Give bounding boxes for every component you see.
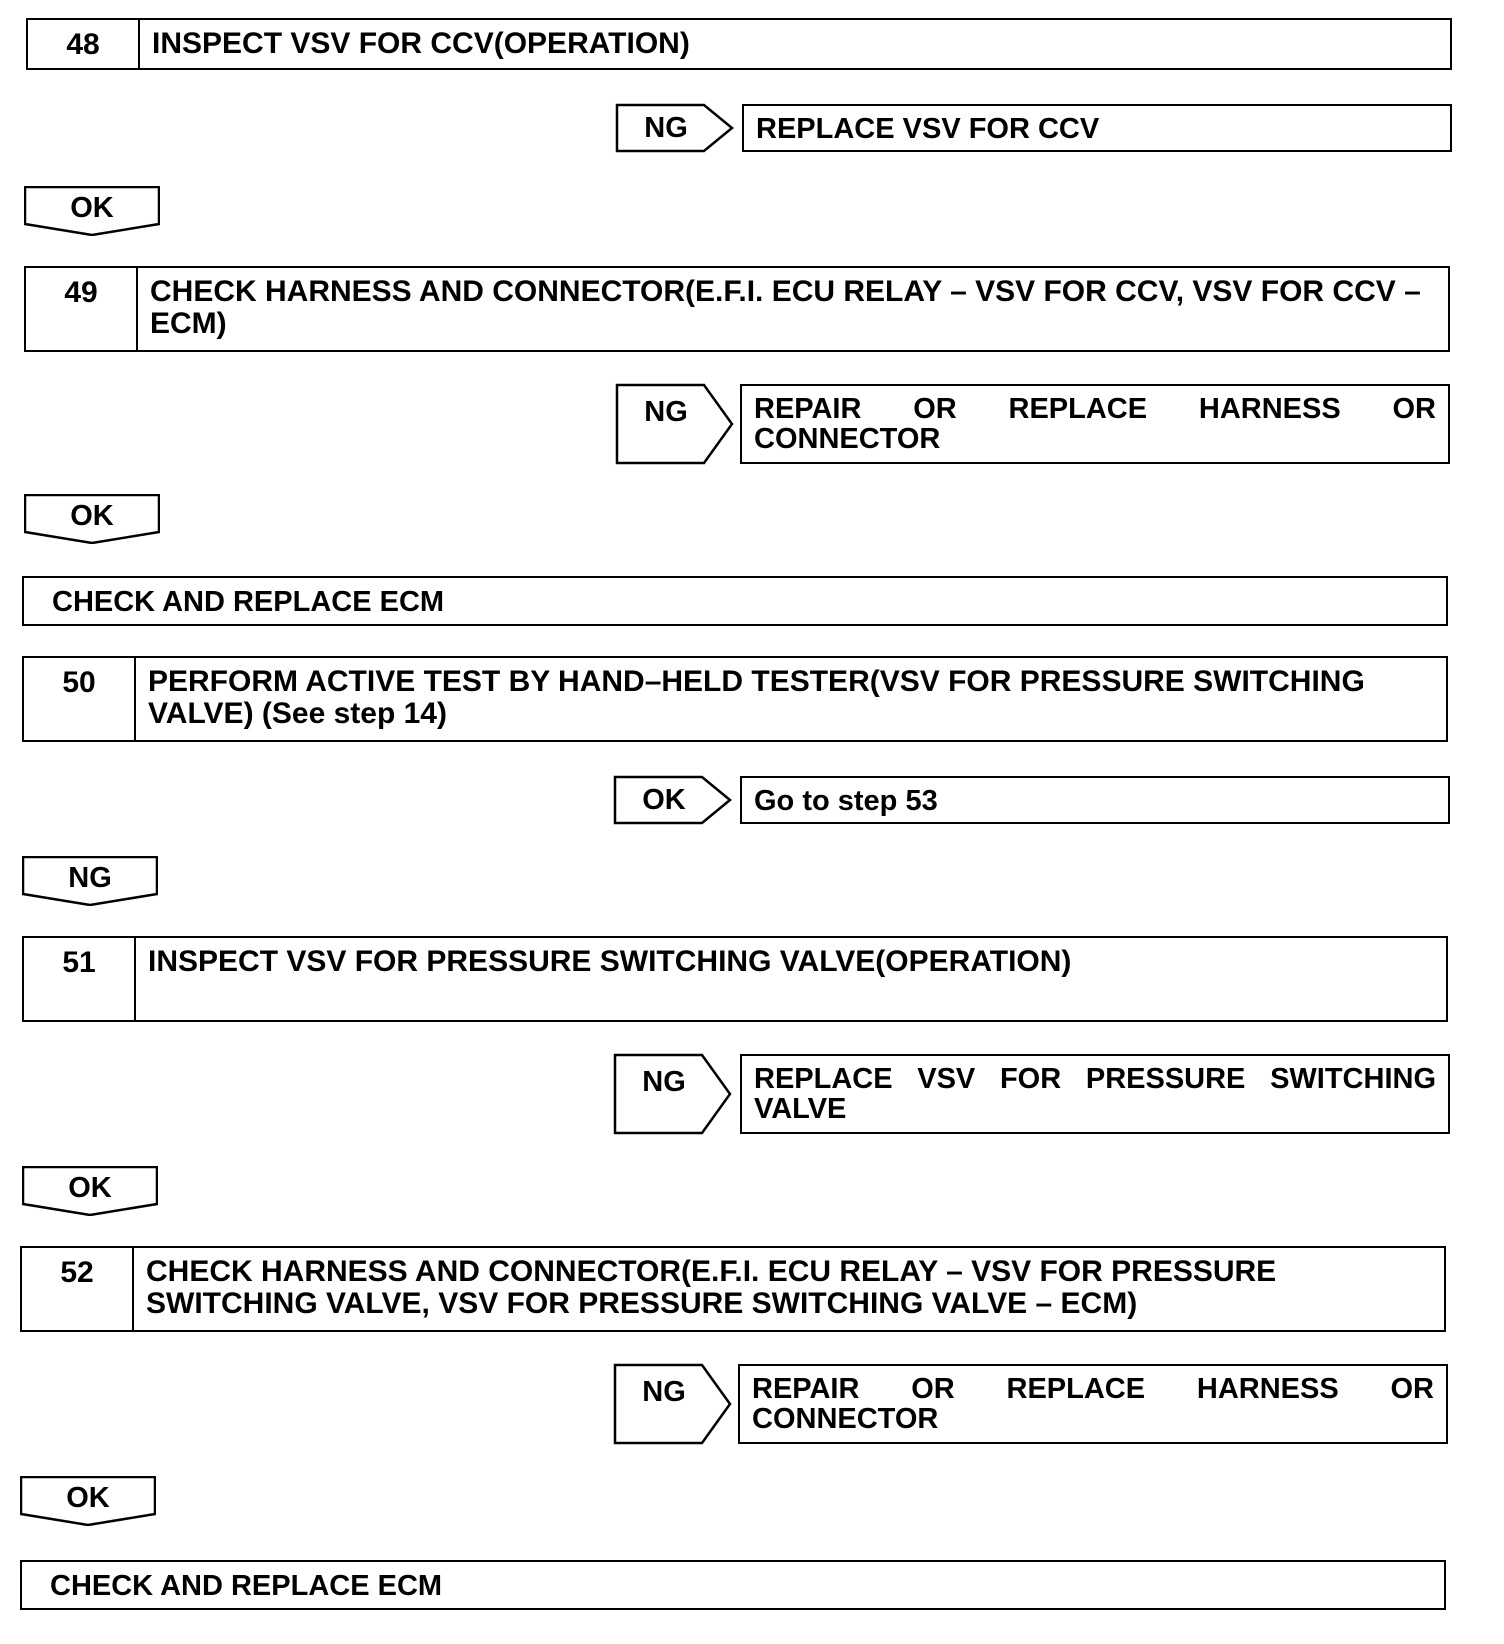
step-number: 51 bbox=[24, 938, 136, 1020]
ng-result-tag: NG bbox=[616, 384, 734, 464]
step-48 bbox=[26, 18, 1452, 70]
action-go-to-step: Go to step 53 bbox=[740, 776, 1450, 824]
step-title: CHECK HARNESS AND CONNECTOR(E.F.I. ECU RELAY – VSV FOR PRESSURE SWITCHING VALVE, VSV FOR PRESSURE SWITCHING VALVE – ECM) bbox=[146, 1255, 1277, 1320]
action-replace-vsv-ccv: REPLACE VSV FOR CCV bbox=[742, 104, 1452, 152]
action-repair-harness: REPAIR OR REPLACE HARNESS OR CONNECTOR bbox=[740, 384, 1450, 464]
final-action-box: CHECK AND REPLACE ECM bbox=[20, 1560, 1446, 1610]
step-50 bbox=[22, 656, 1448, 742]
step-number: 50 bbox=[24, 658, 136, 740]
step-number: 49 bbox=[26, 268, 138, 350]
ok-continue-tab: OK bbox=[24, 186, 160, 236]
ng-result-tag: NG bbox=[616, 104, 734, 152]
final-action-box: CHECK AND REPLACE ECM bbox=[22, 576, 1448, 626]
step-49 bbox=[24, 266, 1450, 352]
action-replace-vsv-psv: REPLACE VSV FOR PRESSURE SWITCHING VALVE bbox=[740, 1054, 1450, 1134]
step-title: INSPECT VSV FOR PRESSURE SWITCHING VALVE(OPERATION) bbox=[148, 945, 1072, 978]
ok-continue-tab: OK bbox=[24, 494, 160, 544]
ok-result-tag: OK bbox=[614, 776, 732, 824]
step-title: CHECK HARNESS AND CONNECTOR(E.F.I. ECU RELAY – VSV FOR CCV, VSV FOR CCV – ECM) bbox=[150, 275, 1421, 340]
step-number: 52 bbox=[22, 1248, 134, 1330]
ok-continue-tab: OK bbox=[20, 1476, 156, 1526]
action-repair-harness: REPAIR OR REPLACE HARNESS OR CONNECTOR bbox=[738, 1364, 1448, 1444]
ok-continue-tab: OK bbox=[22, 1166, 158, 1216]
step-number: 48 bbox=[28, 20, 140, 68]
step-title: PERFORM ACTIVE TEST BY HAND–HELD TESTER(VSV FOR PRESSURE SWITCHING VALVE) (See step 14) bbox=[148, 665, 1365, 730]
step-51 bbox=[22, 936, 1448, 1022]
ng-result-tag: NG bbox=[614, 1364, 732, 1444]
step-title: INSPECT VSV FOR CCV(OPERATION) bbox=[152, 27, 690, 60]
step-52 bbox=[20, 1246, 1446, 1332]
ng-continue-tab: NG bbox=[22, 856, 158, 906]
ng-result-tag: NG bbox=[614, 1054, 732, 1134]
